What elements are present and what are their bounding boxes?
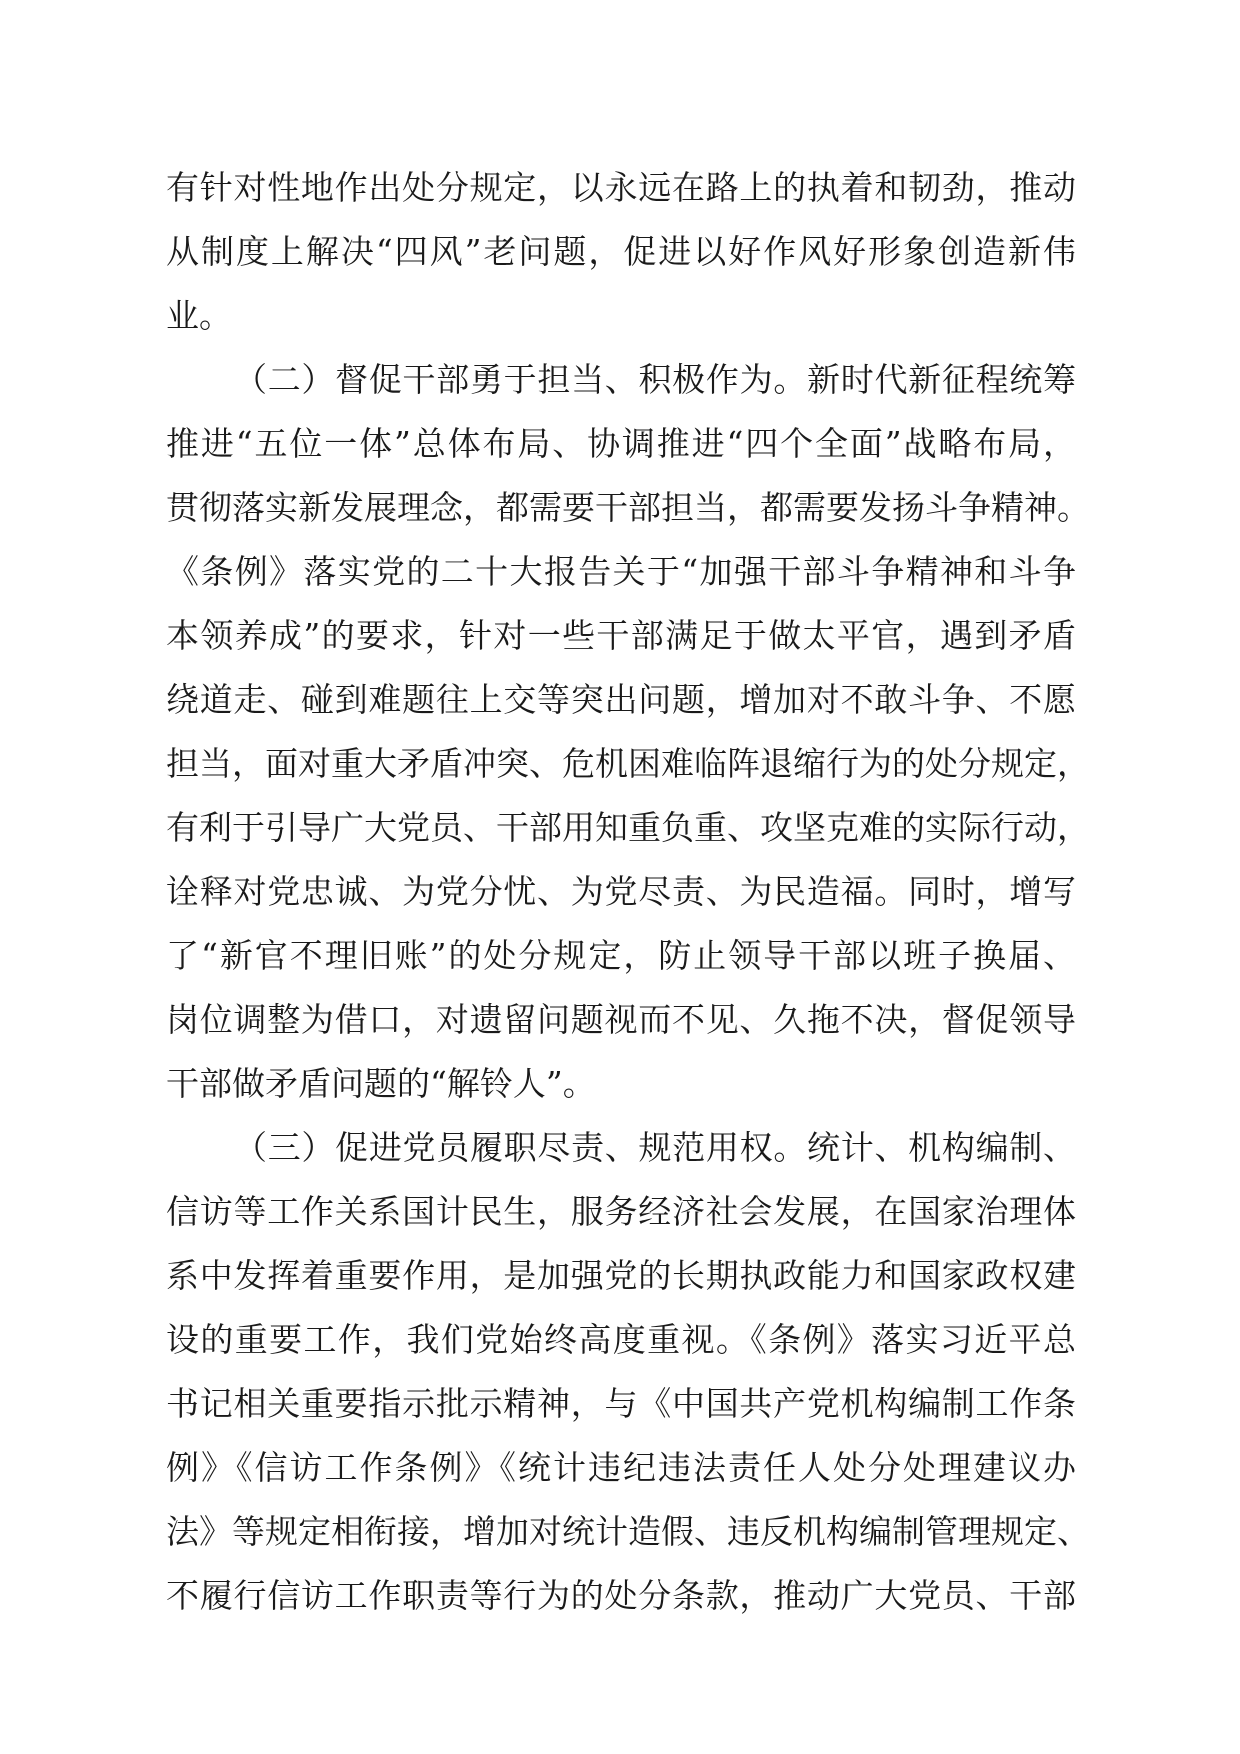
- text-line-12: 诠释对党忠诚、为党分忧、为党尽责、为民造福。同时，增写: [166, 872, 1076, 911]
- text-line-3: 业。: [166, 296, 232, 335]
- text-line-8: 本领养成”的要求，针对一些干部满足于做太平官，遇到矛盾: [166, 616, 1076, 655]
- text-line-23: 不履行信访工作职责等行为的处分条款，推动广大党员、干部: [166, 1576, 1076, 1615]
- text-line-18: 系中发挥着重要作用，是加强党的长期执政能力和国家政权建: [166, 1256, 1076, 1295]
- section-heading-2-line: （二）督促干部勇于担当、积极作为。新时代新征程统筹: [234, 360, 1076, 399]
- text-line-13: 了“新官不理旧账”的处分规定，防止领导干部以班子换届、: [166, 936, 1076, 975]
- text-line-6: 贯彻落实新发展理念，都需要干部担当，都需要发扬斗争精神。: [166, 488, 1090, 527]
- section-heading-3-line: （三）促进党员履职尽责、规范用权。统计、机构编制、: [234, 1128, 1076, 1167]
- text-line-2: 从制度上解决“四风”老问题，促进以好作风好形象创造新伟: [166, 232, 1076, 271]
- text-line-7: 《条例》落实党的二十大报告关于“加强干部斗争精神和斗争: [166, 552, 1076, 591]
- text-line-22: 法》等规定相衔接，增加对统计造假、违反机构编制管理规定、: [166, 1512, 1090, 1551]
- text-line-19: 设的重要工作，我们党始终高度重视。《条例》落实习近平总: [166, 1320, 1076, 1359]
- text-line-10: 担当，面对重大矛盾冲突、危机困难临阵退缩行为的处分规定，: [166, 744, 1090, 783]
- text-line-21: 例》《信访工作条例》《统计违纪违法责任人处分处理建议办: [166, 1448, 1076, 1487]
- text-line-1: 有针对性地作出处分规定，以永远在路上的执着和韧劲，推动: [166, 168, 1076, 207]
- text-line-14: 岗位调整为借口，对遗留问题视而不见、久拖不决，督促领导: [166, 1000, 1076, 1039]
- text-line-9: 绕道走、碰到难题往上交等突出问题，增加对不敢斗争、不愿: [166, 680, 1076, 719]
- text-line-20: 书记相关重要指示批示精神，与《中国共产党机构编制工作条: [166, 1384, 1076, 1423]
- text-line-17: 信访等工作关系国计民生，服务经济社会发展，在国家治理体: [166, 1192, 1076, 1231]
- text-line-15: 干部做矛盾问题的“解铃人”。: [166, 1064, 596, 1103]
- text-line-5: 推进“五位一体”总体布局、协调推进“四个全面”战略布局，: [166, 424, 1076, 463]
- text-line-11: 有利于引导广大党员、干部用知重负重、攻坚克难的实际行动，: [166, 808, 1090, 847]
